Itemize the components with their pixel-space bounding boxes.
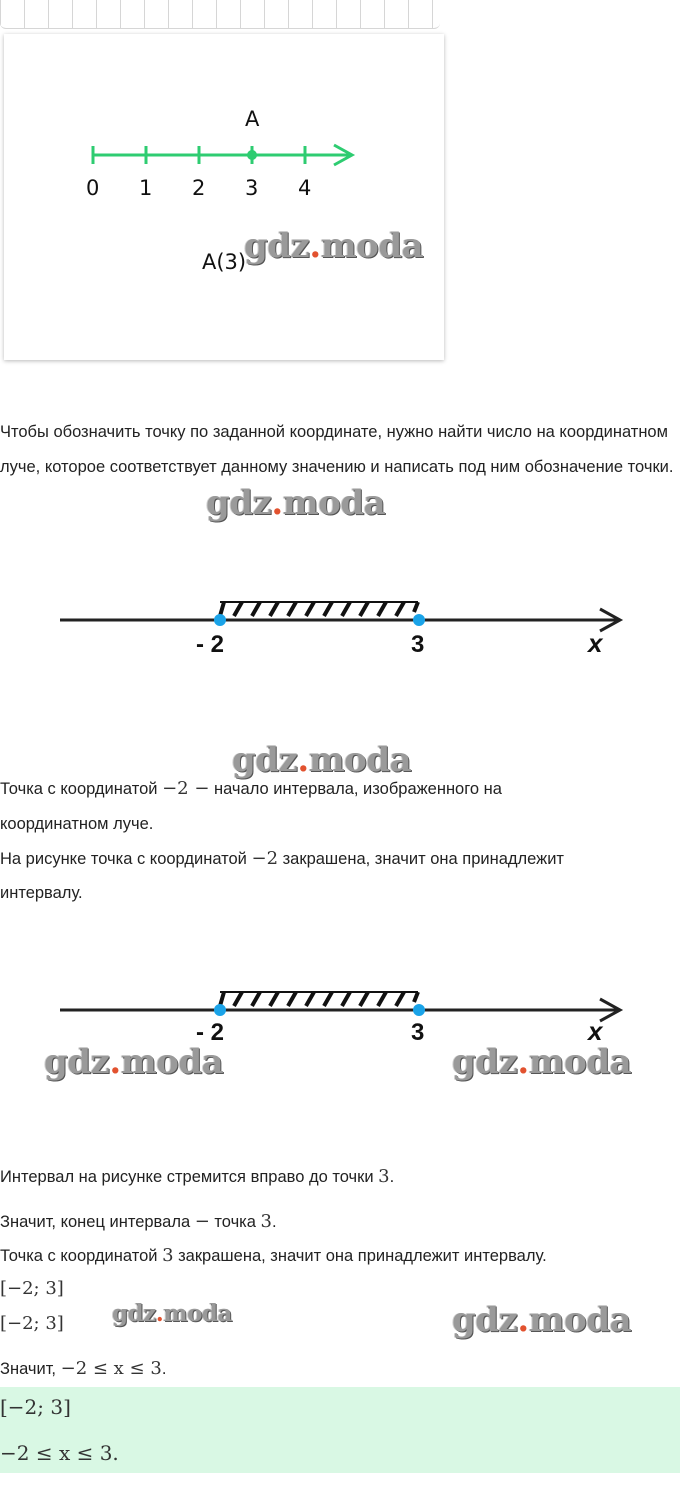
number-line-interval-1	[0, 590, 680, 670]
axis-label-x: x	[588, 628, 603, 658]
answer-inequality: −2 ≤ x ≤ 3.	[0, 1441, 119, 1465]
watermark-logo: gdz.moda	[232, 740, 412, 780]
label-3: 3	[411, 631, 425, 658]
paragraph-instruction: Чтобы обозначить точку по заданной координате, нужно найти число на координатном луче, которое соответствует данному значению и написать под ним обозначение точки.	[0, 423, 674, 476]
paragraph-end-line-1: Интервал на рисунке стремится вправо до точки 3.	[0, 1166, 395, 1187]
watermark-logo: gdz.moda	[44, 1042, 224, 1082]
paragraph-start-line-1: Точка с координатой −2 − начало интервала, изображенного на	[0, 778, 502, 799]
coordinate-ray-figure	[4, 34, 444, 360]
watermark-logo: gdz.moda	[244, 226, 424, 266]
tick-label-3: 3	[245, 176, 259, 200]
hatching	[220, 992, 418, 1006]
answer-box	[0, 1387, 680, 1473]
hatching	[220, 602, 418, 616]
paragraph-start-line-4: интервалу.	[0, 884, 83, 902]
tick-label-1: 1	[139, 176, 153, 200]
label-3: 3	[411, 1019, 425, 1046]
grid-paper-strip	[0, 0, 440, 29]
figure-card-coordinate-ray	[4, 34, 444, 360]
point-a-dot	[247, 150, 257, 160]
watermark-logo: gdz.moda	[452, 1300, 632, 1340]
tick-label-2: 2	[192, 176, 206, 200]
point-minus-2	[214, 614, 226, 626]
interval-notation-1: [−2; 3]	[0, 1278, 64, 1299]
tick-label-0: 0	[86, 176, 100, 200]
point-3	[413, 1004, 425, 1016]
paragraph-start-line-3: На рисунке точка с координатой −2 закрашена, значит она принадлежит	[0, 848, 564, 869]
tick-label-4: 4	[298, 176, 312, 200]
axis-label-x: x	[588, 1016, 603, 1046]
paragraph-end-line-2: Значит, конец интервала − точка 3.	[0, 1211, 277, 1232]
watermark-logo: gdz.moda	[206, 483, 386, 523]
point-minus-2	[214, 1004, 226, 1016]
label-minus-2: - 2	[196, 631, 225, 658]
label-minus-2: - 2	[196, 1019, 225, 1046]
point-3	[413, 614, 425, 626]
watermark-logo: gdz.moda	[112, 1300, 232, 1327]
paragraph-end-line-4: Значит, −2 ≤ x ≤ 3.	[0, 1358, 167, 1379]
answer-interval: [−2; 3]	[0, 1395, 71, 1419]
caption-a3: A(3)	[202, 250, 247, 274]
paragraph-start-line-2: координатном луче.	[0, 815, 154, 833]
point-a-label: A	[245, 107, 260, 131]
watermark-logo: gdz.moda	[452, 1042, 632, 1082]
interval-notation-2: [−2; 3]	[0, 1313, 64, 1334]
paragraph-end-line-3: Точка с координатой 3 закрашена, значит она принадлежит интервалу.	[0, 1245, 547, 1266]
